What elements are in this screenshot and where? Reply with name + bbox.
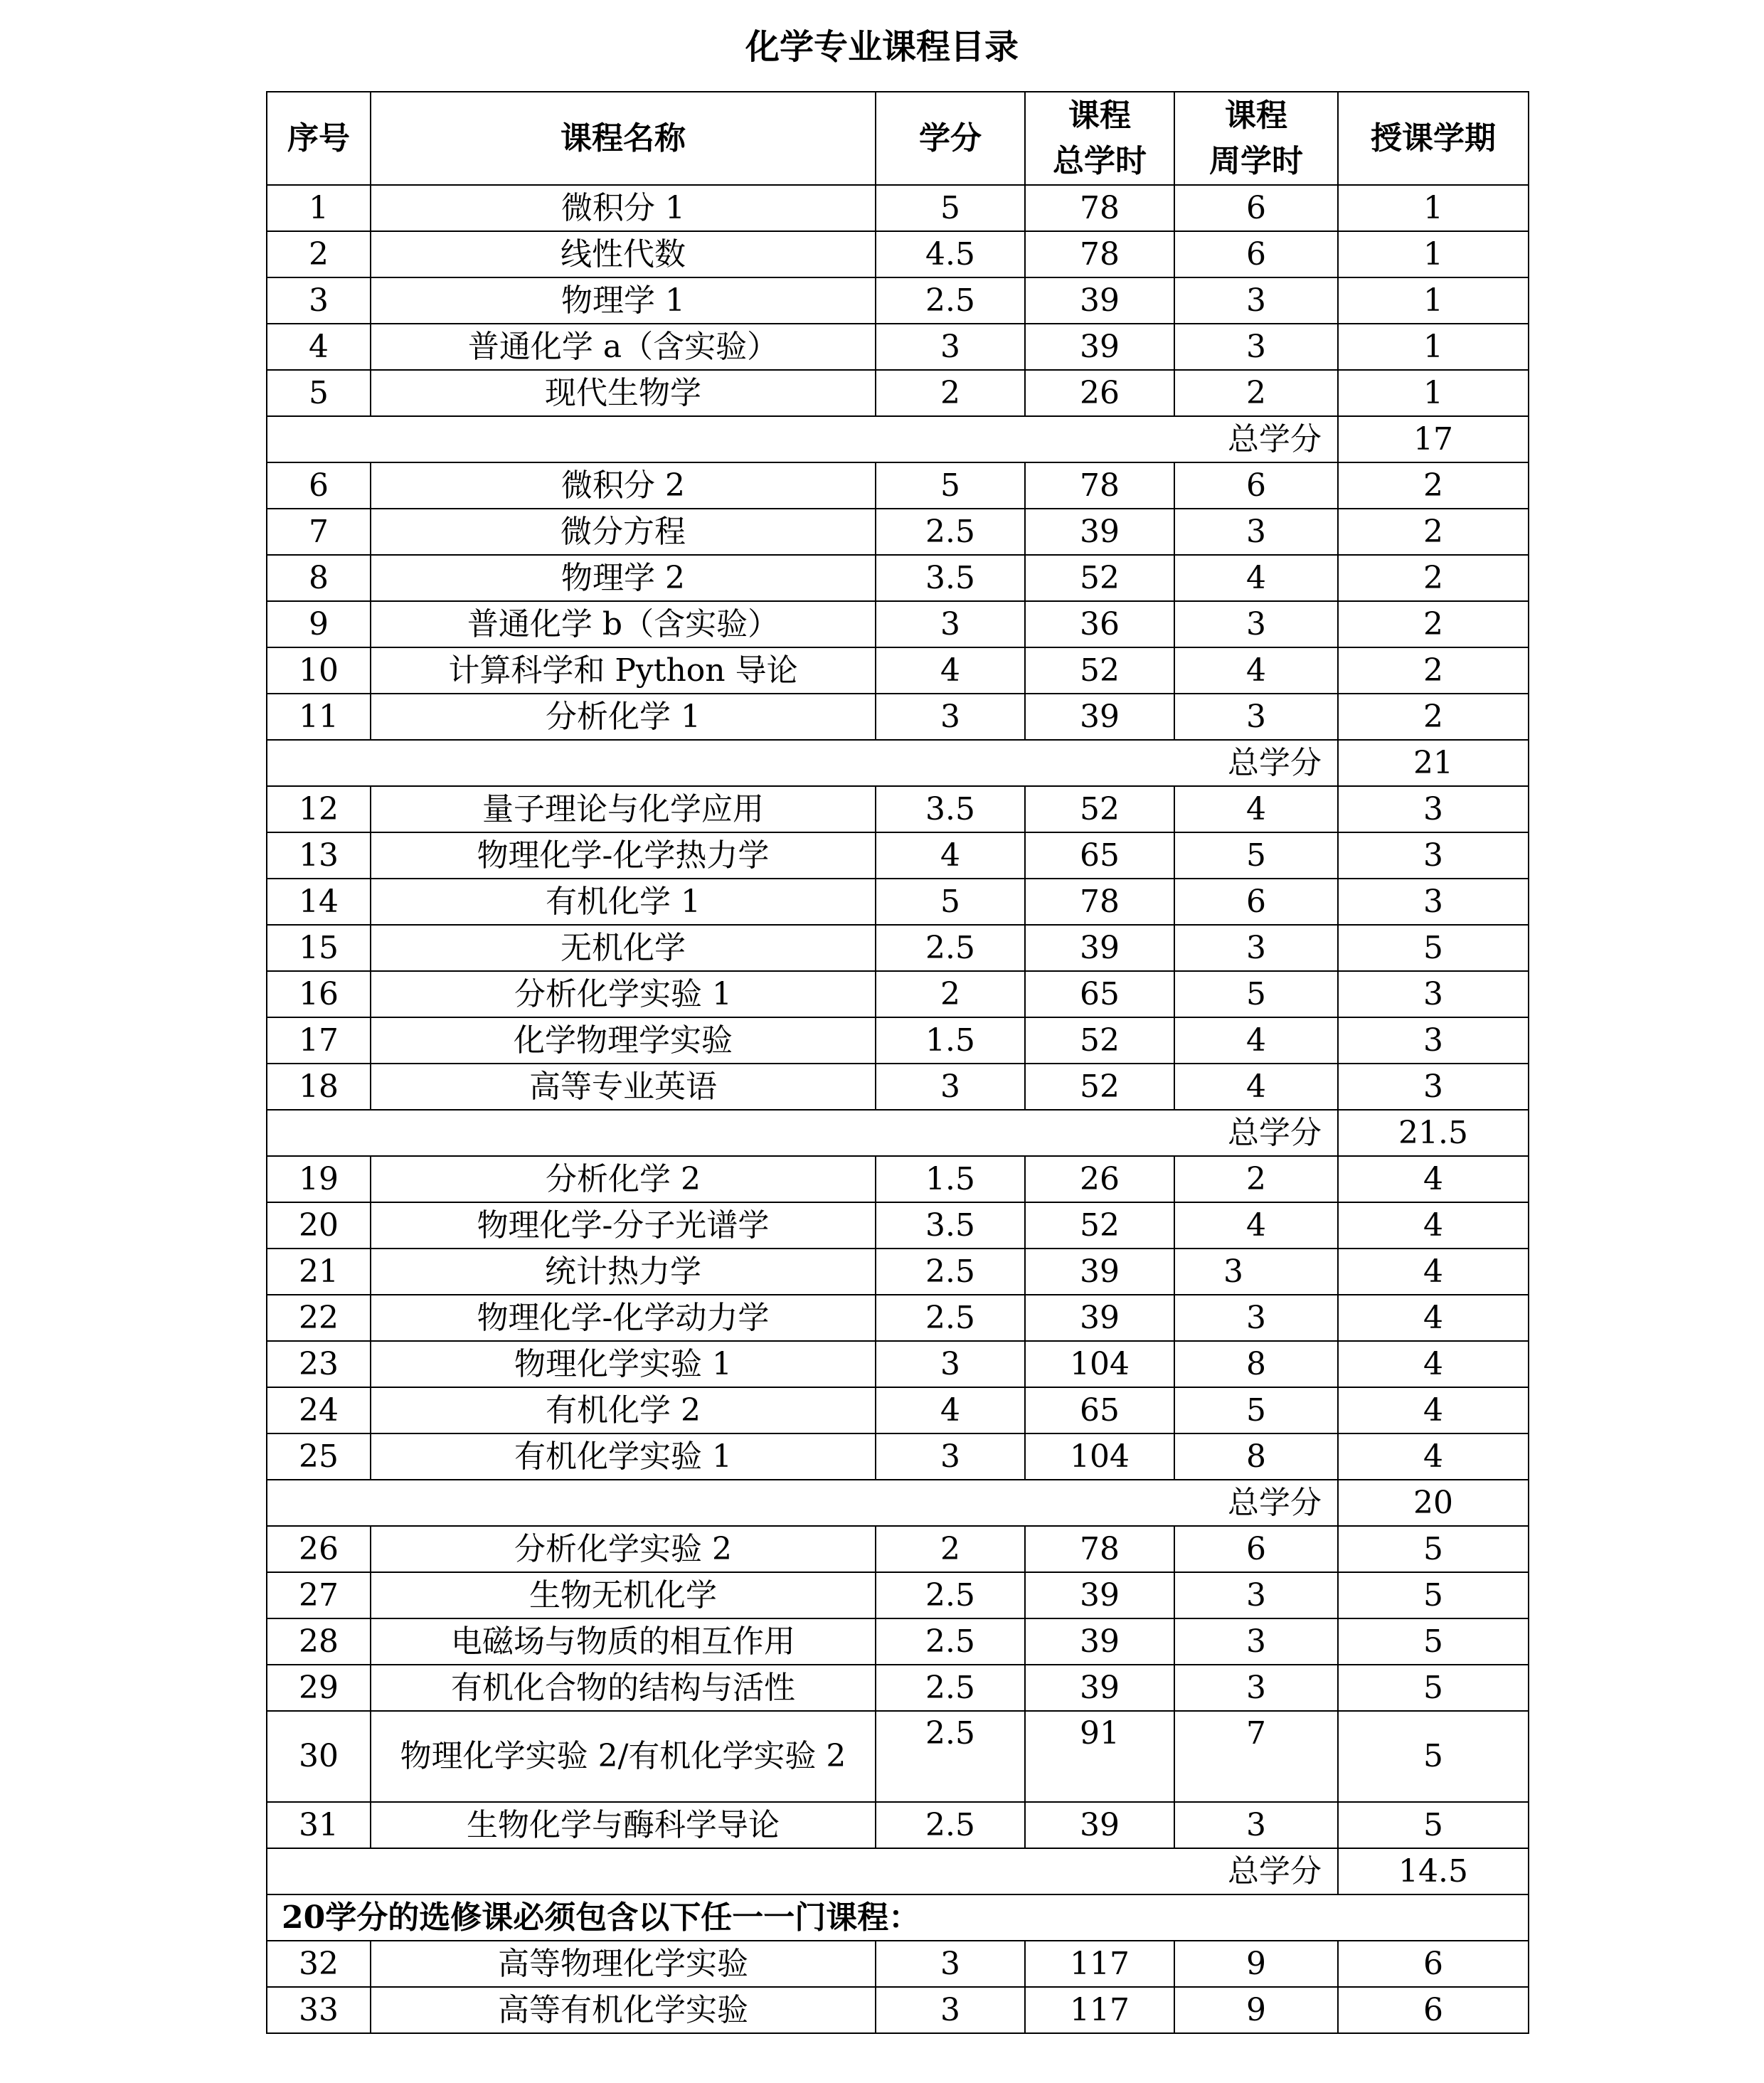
cell-index: 12 — [267, 786, 371, 832]
cell-course-name: 生物无机化学 — [371, 1572, 876, 1618]
cell-credits: 2.5 — [876, 925, 1025, 971]
total-credits-value: 21.5 — [1338, 1110, 1529, 1156]
elective-note-row — [267, 1894, 1529, 1941]
cell-semester: 6 — [1338, 1941, 1529, 1987]
cell-weekly-hours: 3 — [1174, 601, 1338, 647]
cell-credits: 2.5 — [876, 1572, 1025, 1618]
cell-index: 31 — [267, 1802, 371, 1848]
cell-weekly-hours: 9 — [1174, 1987, 1338, 2033]
header-credits: 学分 — [876, 92, 1025, 185]
cell-weekly-hours: 2 — [1174, 1156, 1338, 1202]
cell-credits: 2.5 — [876, 277, 1025, 324]
cell-weekly-hours: 6 — [1174, 185, 1338, 231]
cell-weekly-hours: 4 — [1174, 555, 1338, 601]
cell-semester: 1 — [1338, 370, 1529, 416]
cell-weekly-hours: 3 — [1174, 1295, 1338, 1341]
total-credits-value: 17 — [1338, 416, 1529, 462]
cell-credits: 1.5 — [876, 1017, 1025, 1064]
cell-semester: 4 — [1338, 1156, 1529, 1202]
cell-index: 29 — [267, 1665, 371, 1711]
table-row — [267, 1433, 1529, 1480]
cell-credits: 3 — [876, 1064, 1025, 1110]
cell-total-hours: 26 — [1025, 370, 1174, 416]
cell-index: 4 — [267, 324, 371, 370]
cell-weekly-hours: 7 — [1174, 1711, 1338, 1802]
cell-index: 20 — [267, 1202, 371, 1249]
cell-total-hours: 65 — [1025, 971, 1174, 1017]
cell-total-hours: 65 — [1025, 1387, 1174, 1433]
cell-total-hours: 39 — [1025, 509, 1174, 555]
header-weekly-hours-line2: 周学时 — [1209, 142, 1303, 179]
cell-credits: 2.5 — [876, 1295, 1025, 1341]
cell-semester: 1 — [1338, 277, 1529, 324]
cell-total-hours: 39 — [1025, 1802, 1174, 1848]
cell-total-hours: 78 — [1025, 879, 1174, 925]
table-row — [267, 1202, 1529, 1249]
cell-course-name: 计算科学和 Python 导论 — [371, 647, 876, 694]
cell-index: 15 — [267, 925, 371, 971]
total-credits-label: 总学分 — [267, 416, 1338, 462]
table-row — [267, 1572, 1529, 1618]
cell-index: 27 — [267, 1572, 371, 1618]
cell-credits: 3 — [876, 601, 1025, 647]
cell-course-name: 有机化学 1 — [371, 879, 876, 925]
cell-weekly-hours: 8 — [1174, 1433, 1338, 1480]
cell-weekly-hours: 3 — [1174, 277, 1338, 324]
cell-total-hours: 39 — [1025, 1665, 1174, 1711]
cell-total-hours: 39 — [1025, 925, 1174, 971]
cell-total-hours: 52 — [1025, 786, 1174, 832]
cell-index: 28 — [267, 1618, 371, 1665]
total-row — [267, 1480, 1529, 1526]
total-credits-value: 14.5 — [1338, 1848, 1529, 1894]
table-row — [267, 647, 1529, 694]
cell-semester: 1 — [1338, 185, 1529, 231]
cell-total-hours: 78 — [1025, 462, 1174, 509]
header-index: 序号 — [267, 92, 371, 185]
cell-credits: 4.5 — [876, 231, 1025, 277]
header-weekly-hours — [1174, 92, 1338, 185]
cell-total-hours: 117 — [1025, 1987, 1174, 2033]
cell-semester: 1 — [1338, 231, 1529, 277]
cell-course-name: 物理化学-分子光谱学 — [371, 1202, 876, 1249]
cell-semester: 4 — [1338, 1387, 1529, 1433]
cell-credits: 4 — [876, 832, 1025, 879]
cell-total-hours: 39 — [1025, 1295, 1174, 1341]
cell-semester: 3 — [1338, 971, 1529, 1017]
cell-index: 10 — [267, 647, 371, 694]
cell-total-hours: 91 — [1025, 1711, 1174, 1802]
table-row — [267, 1941, 1529, 1987]
cell-total-hours: 52 — [1025, 1202, 1174, 1249]
cell-semester: 6 — [1338, 1987, 1529, 2033]
cell-index: 6 — [267, 462, 371, 509]
total-credits-value: 21 — [1338, 740, 1529, 786]
cell-credits: 2.5 — [876, 1802, 1025, 1848]
cell-credits: 2.5 — [876, 1711, 1025, 1802]
cell-total-hours: 52 — [1025, 647, 1174, 694]
cell-index: 22 — [267, 1295, 371, 1341]
course-table — [266, 91, 1529, 2034]
cell-index: 24 — [267, 1387, 371, 1433]
cell-course-name: 物理学 2 — [371, 555, 876, 601]
cell-weekly-hours: 3 — [1174, 1665, 1338, 1711]
cell-credits: 3.5 — [876, 786, 1025, 832]
cell-credits: 2.5 — [876, 1665, 1025, 1711]
cell-index: 17 — [267, 1017, 371, 1064]
table-row — [267, 1295, 1529, 1341]
cell-course-name: 电磁场与物质的相互作用 — [371, 1618, 876, 1665]
table-row — [267, 1665, 1529, 1711]
table-row — [267, 925, 1529, 971]
table-row — [267, 1156, 1529, 1202]
table-row — [267, 1987, 1529, 2033]
cell-weekly-hours: 6 — [1174, 462, 1338, 509]
cell-course-name: 普通化学 b（含实验） — [371, 601, 876, 647]
cell-semester: 2 — [1338, 555, 1529, 601]
table-row — [267, 832, 1529, 879]
cell-weekly-hours: 3 — [1174, 1572, 1338, 1618]
cell-course-name: 物理学 1 — [371, 277, 876, 324]
cell-course-name: 有机化学实验 1 — [371, 1433, 876, 1480]
header-total-hours — [1025, 92, 1174, 185]
cell-total-hours: 52 — [1025, 1017, 1174, 1064]
cell-total-hours: 36 — [1025, 601, 1174, 647]
table-row — [267, 1249, 1529, 1295]
cell-course-name: 物理化学实验 1 — [371, 1341, 876, 1387]
cell-credits: 5 — [876, 879, 1025, 925]
cell-index: 30 — [267, 1711, 371, 1802]
cell-index: 5 — [267, 370, 371, 416]
table-row — [267, 694, 1529, 740]
cell-credits: 3 — [876, 324, 1025, 370]
cell-credits: 3 — [876, 1433, 1025, 1480]
table-row — [267, 1341, 1529, 1387]
header-course-name: 课程名称 — [371, 92, 876, 185]
cell-course-name: 物理化学实验 2/有机化学实验 2 — [371, 1711, 876, 1802]
cell-weekly-hours: 3 — [1174, 1249, 1338, 1295]
cell-index: 9 — [267, 601, 371, 647]
cell-index: 8 — [267, 555, 371, 601]
cell-semester: 3 — [1338, 832, 1529, 879]
cell-course-name: 现代生物学 — [371, 370, 876, 416]
cell-weekly-hours: 2 — [1174, 370, 1338, 416]
cell-index: 18 — [267, 1064, 371, 1110]
cell-index: 33 — [267, 1987, 371, 2033]
table-body — [267, 185, 1529, 2033]
cell-semester: 5 — [1338, 1665, 1529, 1711]
cell-course-name: 普通化学 a（含实验） — [371, 324, 876, 370]
cell-index: 16 — [267, 971, 371, 1017]
cell-total-hours: 39 — [1025, 1572, 1174, 1618]
cell-index: 23 — [267, 1341, 371, 1387]
cell-total-hours: 52 — [1025, 555, 1174, 601]
elective-note: 20学分的选修课必须包含以下任一一门课程： — [267, 1894, 1529, 1941]
table-row — [267, 1387, 1529, 1433]
cell-credits: 3 — [876, 1987, 1025, 2033]
cell-index: 19 — [267, 1156, 371, 1202]
cell-total-hours: 78 — [1025, 231, 1174, 277]
cell-weekly-hours: 5 — [1174, 971, 1338, 1017]
table-row — [267, 1064, 1529, 1110]
header-total-hours-line2: 总学时 — [1053, 142, 1147, 179]
cell-weekly-hours: 4 — [1174, 647, 1338, 694]
cell-index: 32 — [267, 1941, 371, 1987]
cell-index: 3 — [267, 277, 371, 324]
cell-weekly-hours: 3 — [1174, 694, 1338, 740]
cell-total-hours: 52 — [1025, 1064, 1174, 1110]
header-total-hours-line1: 课程 — [1068, 97, 1131, 134]
total-credits-value: 20 — [1338, 1480, 1529, 1526]
cell-semester: 3 — [1338, 1017, 1529, 1064]
cell-credits: 3 — [876, 1941, 1025, 1987]
table-row — [267, 555, 1529, 601]
cell-semester: 5 — [1338, 925, 1529, 971]
cell-index: 14 — [267, 879, 371, 925]
cell-semester: 5 — [1338, 1711, 1529, 1802]
cell-course-name: 分析化学实验 2 — [371, 1526, 876, 1572]
cell-total-hours: 39 — [1025, 324, 1174, 370]
header-weekly-hours-line1: 课程 — [1225, 97, 1287, 134]
cell-credits: 3 — [876, 694, 1025, 740]
total-credits-label: 总学分 — [267, 1480, 1338, 1526]
cell-course-name: 分析化学实验 1 — [371, 971, 876, 1017]
cell-course-name: 物理化学-化学动力学 — [371, 1295, 876, 1341]
cell-semester: 5 — [1338, 1802, 1529, 1848]
cell-semester: 2 — [1338, 462, 1529, 509]
table-row — [267, 462, 1529, 509]
cell-credits: 2.5 — [876, 509, 1025, 555]
cell-course-name: 化学物理学实验 — [371, 1017, 876, 1064]
cell-total-hours: 39 — [1025, 694, 1174, 740]
table-row — [267, 277, 1529, 324]
cell-semester: 5 — [1338, 1526, 1529, 1572]
cell-total-hours: 65 — [1025, 832, 1174, 879]
cell-course-name: 有机化学 2 — [371, 1387, 876, 1433]
table-row — [267, 601, 1529, 647]
cell-semester: 5 — [1338, 1572, 1529, 1618]
cell-semester: 4 — [1338, 1249, 1529, 1295]
cell-credits: 3 — [876, 1341, 1025, 1387]
cell-total-hours: 104 — [1025, 1341, 1174, 1387]
cell-index: 25 — [267, 1433, 371, 1480]
cell-semester: 2 — [1338, 509, 1529, 555]
cell-weekly-hours: 4 — [1174, 1017, 1338, 1064]
cell-semester: 4 — [1338, 1202, 1529, 1249]
total-credits-label: 总学分 — [267, 740, 1338, 786]
cell-course-name: 微积分 1 — [371, 185, 876, 231]
cell-semester: 3 — [1338, 1064, 1529, 1110]
cell-semester: 1 — [1338, 324, 1529, 370]
cell-credits: 2.5 — [876, 1618, 1025, 1665]
cell-semester: 2 — [1338, 647, 1529, 694]
cell-course-name: 量子理论与化学应用 — [371, 786, 876, 832]
cell-weekly-hours: 3 — [1174, 1802, 1338, 1848]
cell-course-name: 分析化学 1 — [371, 694, 876, 740]
total-credits-label: 总学分 — [267, 1110, 1338, 1156]
table-row — [267, 231, 1529, 277]
cell-weekly-hours: 4 — [1174, 786, 1338, 832]
cell-weekly-hours: 5 — [1174, 832, 1338, 879]
cell-credits: 2 — [876, 370, 1025, 416]
cell-total-hours: 39 — [1025, 1618, 1174, 1665]
cell-index: 2 — [267, 231, 371, 277]
table-row — [267, 1802, 1529, 1848]
cell-total-hours: 78 — [1025, 1526, 1174, 1572]
cell-credits: 2.5 — [876, 1249, 1025, 1295]
cell-weekly-hours: 3 — [1174, 509, 1338, 555]
cell-index: 7 — [267, 509, 371, 555]
cell-credits: 1.5 — [876, 1156, 1025, 1202]
cell-credits: 4 — [876, 647, 1025, 694]
cell-course-name: 生物化学与酶科学导论 — [371, 1802, 876, 1848]
table-row — [267, 324, 1529, 370]
cell-credits: 3.5 — [876, 1202, 1025, 1249]
table-row — [267, 1526, 1529, 1572]
cell-weekly-hours: 9 — [1174, 1941, 1338, 1987]
cell-credits: 4 — [876, 1387, 1025, 1433]
total-credits-label: 总学分 — [267, 1848, 1338, 1894]
total-row — [267, 1848, 1529, 1894]
table-row — [267, 1017, 1529, 1064]
cell-weekly-hours: 6 — [1174, 1526, 1338, 1572]
cell-credits: 2 — [876, 971, 1025, 1017]
cell-index: 21 — [267, 1249, 371, 1295]
cell-index: 13 — [267, 832, 371, 879]
cell-semester: 2 — [1338, 601, 1529, 647]
cell-total-hours: 39 — [1025, 1249, 1174, 1295]
table-row — [267, 1618, 1529, 1665]
cell-course-name: 线性代数 — [371, 231, 876, 277]
cell-semester: 3 — [1338, 786, 1529, 832]
header-semester: 授课学期 — [1338, 92, 1529, 185]
cell-course-name: 高等专业英语 — [371, 1064, 876, 1110]
cell-total-hours: 117 — [1025, 1941, 1174, 1987]
cell-semester: 3 — [1338, 879, 1529, 925]
cell-course-name: 高等物理化学实验 — [371, 1941, 876, 1987]
cell-credits: 3.5 — [876, 555, 1025, 601]
cell-index: 26 — [267, 1526, 371, 1572]
cell-weekly-hours: 6 — [1174, 231, 1338, 277]
page-title: 化学专业课程目录 — [745, 27, 1019, 67]
cell-course-name: 有机化合物的结构与活性 — [371, 1665, 876, 1711]
table-row — [267, 879, 1529, 925]
cell-course-name: 无机化学 — [371, 925, 876, 971]
total-row — [267, 416, 1529, 462]
cell-total-hours: 39 — [1025, 277, 1174, 324]
cell-course-name: 分析化学 2 — [371, 1156, 876, 1202]
table-row — [267, 370, 1529, 416]
header-row — [267, 92, 1529, 185]
cell-credits: 5 — [876, 462, 1025, 509]
cell-course-name: 微积分 2 — [371, 462, 876, 509]
cell-course-name: 微分方程 — [371, 509, 876, 555]
cell-credits: 2 — [876, 1526, 1025, 1572]
cell-weekly-hours: 5 — [1174, 1387, 1338, 1433]
cell-weekly-hours: 8 — [1174, 1341, 1338, 1387]
cell-semester: 4 — [1338, 1433, 1529, 1480]
total-row — [267, 740, 1529, 786]
cell-course-name: 高等有机化学实验 — [371, 1987, 876, 2033]
cell-course-name: 统计热力学 — [371, 1249, 876, 1295]
table-row — [267, 185, 1529, 231]
table-row — [267, 971, 1529, 1017]
cell-weekly-hours: 4 — [1174, 1064, 1338, 1110]
table-row — [267, 1711, 1529, 1802]
cell-weekly-hours: 6 — [1174, 879, 1338, 925]
cell-weekly-hours: 4 — [1174, 1202, 1338, 1249]
cell-total-hours: 78 — [1025, 185, 1174, 231]
cell-course-name: 物理化学-化学热力学 — [371, 832, 876, 879]
table-row — [267, 786, 1529, 832]
cell-total-hours: 104 — [1025, 1433, 1174, 1480]
cell-semester: 5 — [1338, 1618, 1529, 1665]
cell-weekly-hours: 3 — [1174, 324, 1338, 370]
total-row — [267, 1110, 1529, 1156]
cell-semester: 4 — [1338, 1295, 1529, 1341]
cell-index: 11 — [267, 694, 371, 740]
cell-semester: 4 — [1338, 1341, 1529, 1387]
cell-semester: 2 — [1338, 694, 1529, 740]
cell-weekly-hours: 3 — [1174, 1618, 1338, 1665]
cell-index: 1 — [267, 185, 371, 231]
cell-total-hours: 26 — [1025, 1156, 1174, 1202]
cell-weekly-hours: 3 — [1174, 925, 1338, 971]
cell-credits: 5 — [876, 185, 1025, 231]
table-row — [267, 509, 1529, 555]
